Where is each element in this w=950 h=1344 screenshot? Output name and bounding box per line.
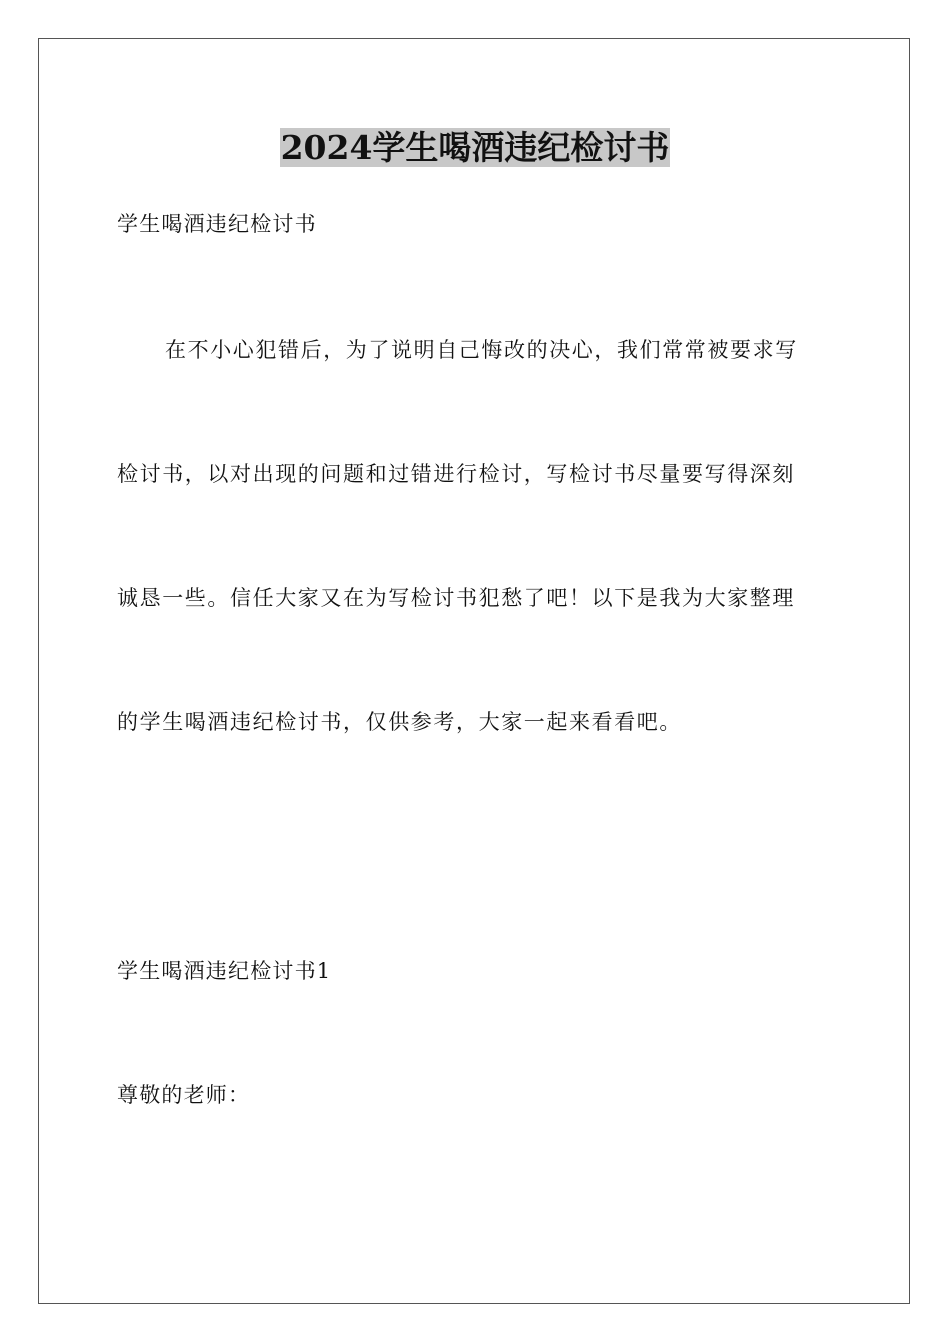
intro-line-1: 在不小心犯错后，为了说明自己悔改的决心，我们常常被要求写 [165,338,798,362]
document-title [0,126,950,170]
intro-line-2: 检讨书，以对出现的问题和过错进行检讨，写检讨书尽量要写得深刻 [117,462,795,486]
document-subtitle: 学生喝酒违纪检讨书 [117,212,317,236]
document-title-text: 2024学生喝酒违纪检讨书 [280,128,670,167]
intro-line-3: 诚恳一些。信任大家又在为写检讨书犯愁了吧！以下是我为大家整理 [117,586,795,610]
salutation: 尊敬的老师： [117,1083,251,1107]
intro-line-4: 的学生喝酒违纪检讨书，仅供参考，大家一起来看看吧。 [117,710,682,734]
section-heading: 学生喝酒违纪检讨书1 [117,959,332,983]
